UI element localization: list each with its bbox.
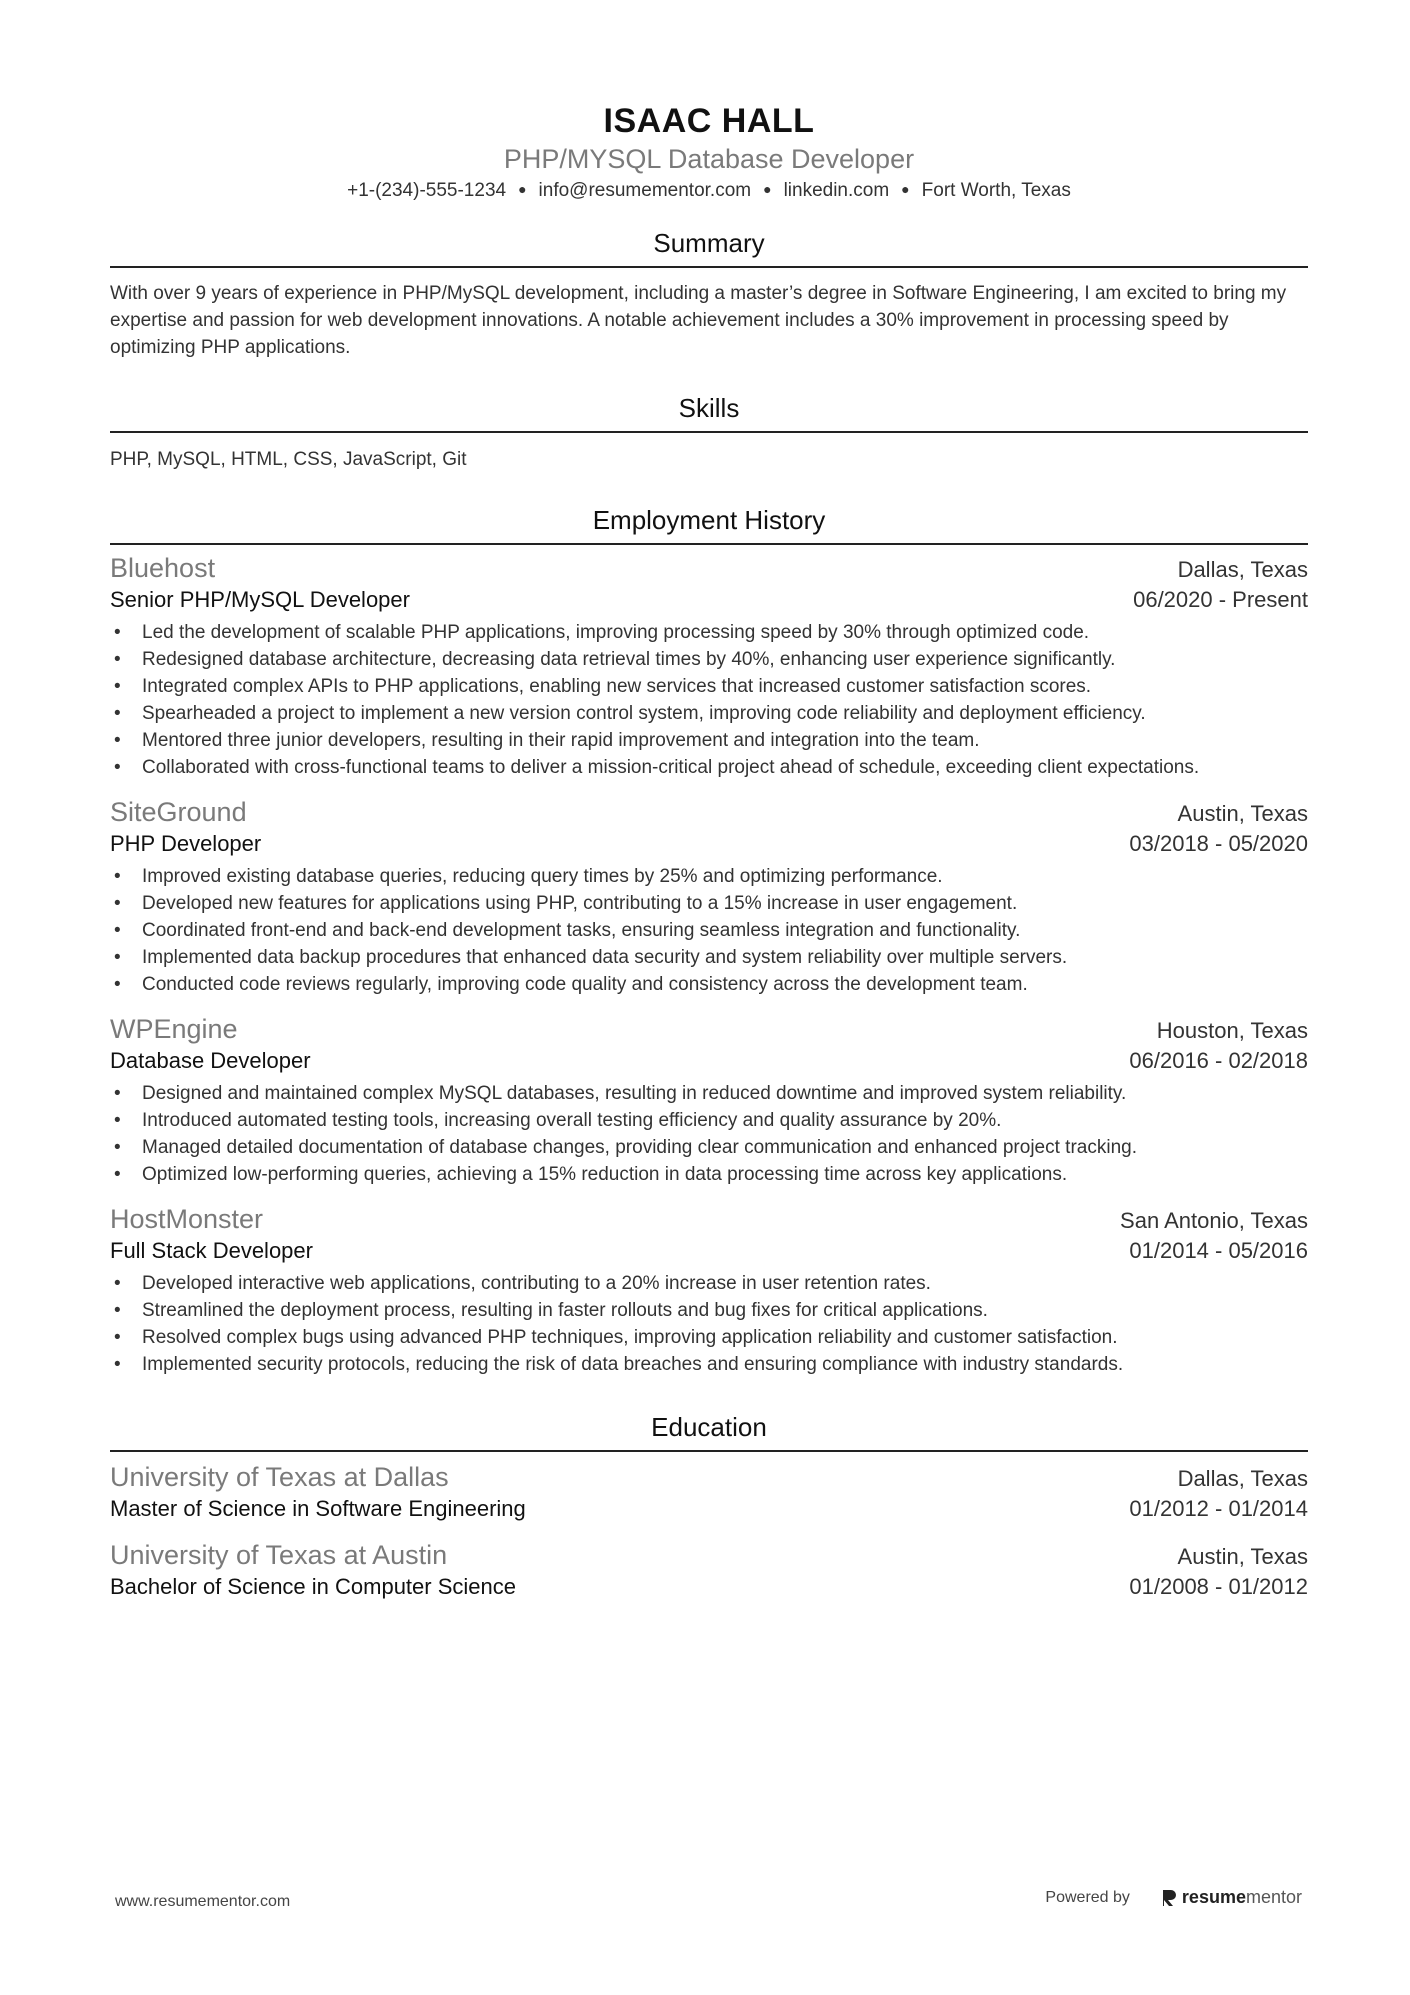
- job-bullet: • Redesigned database architecture, decreasing data retrieval times by 40%, enhancing user experience significantly.: [110, 646, 1308, 673]
- job-role-row: [110, 1046, 1308, 1076]
- contact-line: [110, 178, 1308, 204]
- education-degree-row: [110, 1572, 1308, 1602]
- job-bullet: • Conducted code reviews regularly, improving code quality and consistency across the development team.: [110, 971, 1308, 998]
- contact-linkedin[interactable]: linkedin.com: [783, 180, 890, 201]
- job-bullets: [110, 863, 1308, 998]
- education-location: Dallas, Texas: [1177, 1466, 1308, 1491]
- summary-text: With over 9 years of experience in PHP/MySQL development, including a master’s degree in Software Engineering, I am excited to bring my expertise and passion for web development innovations. A notable achievement includes a 30% improvement in processing speed by optimizing PHP applications.: [110, 283, 1287, 358]
- job-company: HostMonster: [110, 1204, 264, 1234]
- resumementor-logo-icon: [1160, 1888, 1178, 1908]
- job-bullet: • Spearheaded a project to implement a new version control system, improving code reliability and deployment efficiency.: [110, 700, 1308, 727]
- section-heading-employment: Employment History: [110, 503, 1308, 545]
- job-bullet: • Managed detailed documentation of database changes, providing clear communication and enhanced project tracking.: [110, 1134, 1308, 1161]
- separator-dot-icon: ●: [901, 181, 910, 197]
- job-company: SiteGround: [110, 797, 247, 827]
- job-header-row: [110, 795, 1308, 829]
- education-dates: 01/2012 - 01/2014: [1129, 1496, 1308, 1521]
- job-role: Database Developer: [110, 1048, 311, 1073]
- job-entry: [110, 1012, 1308, 1188]
- brand-name-light: mentor: [1245, 1887, 1302, 1907]
- job-bullet: • Developed new features for applications using PHP, contributing to a 15% increase in user engagement.: [110, 890, 1308, 917]
- job-location: Dallas, Texas: [1177, 557, 1308, 582]
- resume-header: [110, 0, 1308, 204]
- job-dates: 01/2014 - 05/2016: [1129, 1238, 1308, 1263]
- education-degree-row: [110, 1494, 1308, 1524]
- job-entry: [110, 1202, 1308, 1378]
- powered-by-label: Powered by: [1045, 1888, 1130, 1906]
- job-bullet: • Mentored three junior developers, resulting in their rapid improvement and integration into the team.: [110, 727, 1308, 754]
- job-bullets: [110, 619, 1308, 781]
- job-bullet: • Developed interactive web applications, contributing to a 20% increase in user retention rates.: [110, 1270, 1308, 1297]
- skills-text: PHP, MySQL, HTML, CSS, JavaScript, Git: [110, 449, 467, 470]
- job-role: Senior PHP/MySQL Developer: [110, 587, 410, 612]
- education-location: Austin, Texas: [1177, 1544, 1308, 1569]
- job-dates: 06/2016 - 02/2018: [1129, 1048, 1308, 1073]
- summary-section: [110, 226, 1308, 361]
- job-location: Houston, Texas: [1156, 1018, 1308, 1043]
- education-section: [110, 1410, 1308, 1602]
- job-bullet: • Introduced automated testing tools, increasing overall testing efficiency and quality assurance by 20%.: [110, 1107, 1308, 1134]
- job-role-row: [110, 585, 1308, 615]
- contact-email[interactable]: info@resumementor.com: [538, 180, 752, 201]
- education-header-row: [110, 1460, 1308, 1494]
- job-bullet: • Implemented data backup procedures that enhanced data security and system reliability over multiple servers.: [110, 944, 1308, 971]
- job-bullet: • Streamlined the deployment process, resulting in faster rollouts and bug fixes for critical applications.: [110, 1297, 1308, 1324]
- job-location: Austin, Texas: [1177, 801, 1308, 826]
- education-degree: Bachelor of Science in Computer Science: [110, 1574, 516, 1599]
- contact-location: Fort Worth, Texas: [921, 180, 1071, 201]
- education-school: University of Texas at Dallas: [110, 1462, 449, 1492]
- job-bullet: • Designed and maintained complex MySQL databases, resulting in reduced downtime and improved system reliability.: [110, 1080, 1308, 1107]
- job-company: Bluehost: [110, 553, 216, 583]
- job-bullet: • Improved existing database queries, reducing query times by 25% and optimizing performance.: [110, 863, 1308, 890]
- jobs-list: [110, 551, 1308, 1378]
- separator-dot-icon: ●: [518, 181, 527, 197]
- section-heading-summary: Summary: [110, 226, 1308, 268]
- job-role: Full Stack Developer: [110, 1238, 313, 1263]
- job-bullet: • Resolved complex bugs using advanced PHP techniques, improving application reliability and customer satisfaction.: [110, 1324, 1308, 1351]
- job-bullet: • Led the development of scalable PHP applications, improving processing speed by 30% through optimized code.: [110, 619, 1308, 646]
- job-bullet: • Implemented security protocols, reducing the risk of data breaches and ensuring compliance with industry standards.: [110, 1351, 1308, 1378]
- schools-list: [110, 1460, 1308, 1602]
- job-bullets: [110, 1270, 1308, 1378]
- job-header-row: [110, 1202, 1308, 1236]
- candidate-title: PHP/MYSQL Database Developer: [503, 144, 915, 174]
- separator-dot-icon: ●: [763, 181, 772, 197]
- education-school: University of Texas at Austin: [110, 1540, 448, 1570]
- education-degree: Master of Science in Software Engineering: [110, 1496, 526, 1521]
- job-bullet: • Integrated complex APIs to PHP applications, enabling new services that increased customer satisfaction scores.: [110, 673, 1308, 700]
- education-header-row: [110, 1538, 1308, 1572]
- job-company: WPEngine: [110, 1014, 238, 1044]
- job-bullet: • Collaborated with cross-functional teams to deliver a mission-critical project ahead of schedule, exceeding client expectations.: [110, 754, 1308, 781]
- job-dates: 03/2018 - 05/2020: [1129, 831, 1308, 856]
- job-header-row: [110, 1012, 1308, 1046]
- section-heading-skills: Skills: [110, 391, 1308, 433]
- education-dates: 01/2008 - 01/2012: [1129, 1574, 1308, 1599]
- job-location: San Antonio, Texas: [1120, 1208, 1308, 1233]
- employment-section: [110, 503, 1308, 1378]
- job-role-row: [110, 829, 1308, 859]
- brand-name-strong: resume: [1181, 1887, 1246, 1907]
- job-bullet: • Coordinated front-end and back-end development tasks, ensuring seamless integration and functionality.: [110, 917, 1308, 944]
- job-role: PHP Developer: [110, 831, 262, 856]
- education-entry: [110, 1460, 1308, 1524]
- job-entry: [110, 795, 1308, 998]
- job-dates: 06/2020 - Present: [1133, 587, 1308, 612]
- job-bullet: • Optimized low-performing queries, achieving a 15% reduction in data processing time across key applications.: [110, 1161, 1308, 1188]
- job-role-row: [110, 1236, 1308, 1266]
- job-entry: [110, 551, 1308, 781]
- candidate-name: ISAAC HALL: [603, 102, 815, 140]
- resume-page: [110, 0, 1308, 1602]
- education-entry: [110, 1538, 1308, 1602]
- footer-powered-by: [1045, 1887, 1302, 1908]
- contact-phone: +1-(234)-555-1234: [347, 180, 507, 201]
- brand-logo[interactable]: [1160, 1887, 1302, 1908]
- job-bullets: [110, 1080, 1308, 1188]
- skills-section: [110, 391, 1308, 473]
- footer-website[interactable]: www.resumementor.com: [115, 1893, 291, 1910]
- job-header-row: [110, 551, 1308, 585]
- section-heading-education: Education: [110, 1410, 1308, 1452]
